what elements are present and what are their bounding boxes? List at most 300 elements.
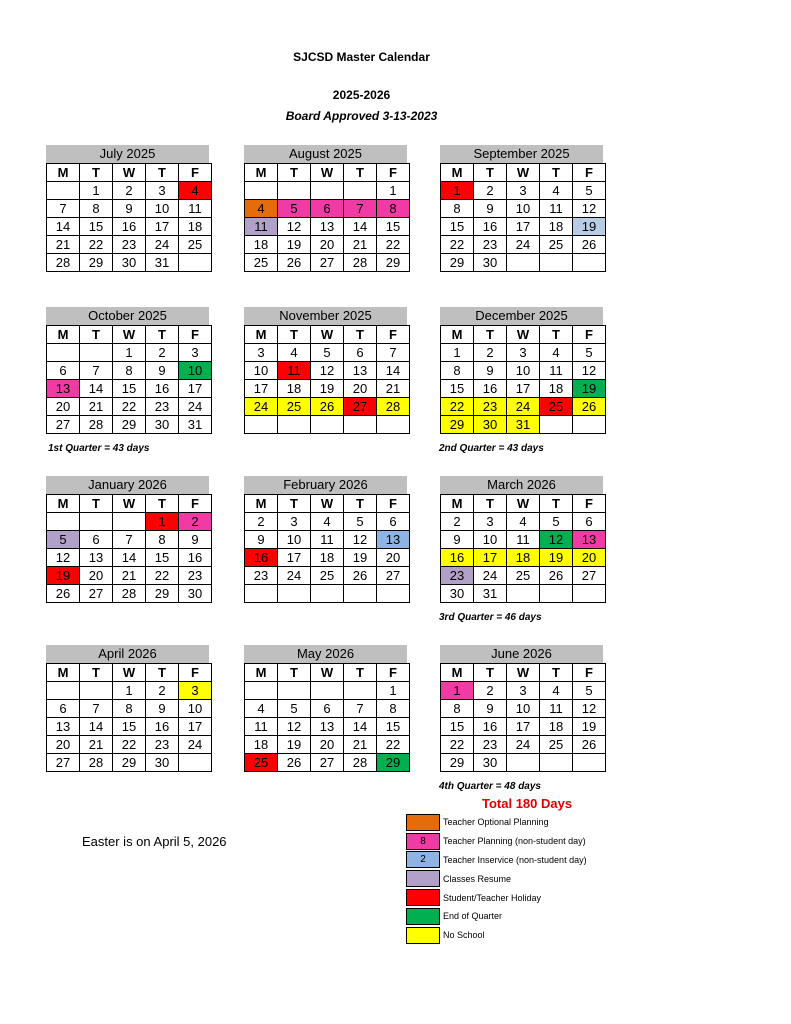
empty-day-cell [540, 254, 573, 272]
day-cell: 29 [80, 254, 113, 272]
week-row [245, 531, 410, 549]
day-cell: 5 [540, 513, 573, 531]
month-title: November 2025 [244, 307, 407, 325]
weekday-label: T [146, 664, 179, 682]
empty-day-cell [311, 182, 344, 200]
day-cell: 12 [573, 200, 606, 218]
weekday-label: F [573, 326, 606, 344]
day-cell: 21 [113, 567, 146, 585]
day-cell: 9 [113, 200, 146, 218]
week-row [47, 254, 212, 272]
week-row [47, 362, 212, 380]
week-row [245, 362, 410, 380]
day-cell: 12 [573, 700, 606, 718]
day-cell: 2 [113, 182, 146, 200]
day-cell: 23 [179, 567, 212, 585]
empty-day-cell [80, 344, 113, 362]
day-cell: 3 [146, 182, 179, 200]
day-cell: 16 [474, 380, 507, 398]
day-cell: 19 [573, 718, 606, 736]
day-cell: 13 [377, 531, 410, 549]
legend-label: No School [443, 930, 485, 941]
day-cell: 31 [146, 254, 179, 272]
day-cell: 11 [311, 531, 344, 549]
weekday-label: F [377, 326, 410, 344]
day-cell: 7 [47, 200, 80, 218]
empty-day-cell [47, 344, 80, 362]
day-cell: 23 [441, 567, 474, 585]
day-cell: 6 [377, 513, 410, 531]
weekday-label: T [344, 326, 377, 344]
day-cell: 8 [113, 700, 146, 718]
day-cell: 9 [441, 531, 474, 549]
weekday-label: W [311, 326, 344, 344]
day-cell: 14 [80, 380, 113, 398]
day-cell: 15 [377, 218, 410, 236]
week-row [47, 200, 212, 218]
day-cell: 1 [146, 513, 179, 531]
day-cell: 21 [80, 398, 113, 416]
day-cell: 12 [540, 531, 573, 549]
day-cell: 16 [441, 549, 474, 567]
day-cell: 25 [179, 236, 212, 254]
day-cell: 8 [146, 531, 179, 549]
week-row [47, 585, 212, 603]
day-cell: 4 [245, 700, 278, 718]
day-cell: 5 [573, 682, 606, 700]
quarter-1-note: 1st Quarter = 43 days [48, 443, 150, 454]
legend-item [406, 851, 587, 870]
easter-note: Easter is on April 5, 2026 [82, 834, 227, 849]
weekday-header-row [47, 495, 212, 513]
day-cell: 3 [474, 513, 507, 531]
week-row [441, 531, 606, 549]
month-calendar [244, 307, 407, 434]
day-cell: 26 [278, 254, 311, 272]
quarter-3-note: 3rd Quarter = 46 days [439, 612, 542, 623]
day-cell: 21 [377, 380, 410, 398]
week-row [47, 236, 212, 254]
day-cell: 25 [540, 736, 573, 754]
day-cell: 9 [474, 200, 507, 218]
day-cell: 2 [441, 513, 474, 531]
day-cell: 28 [113, 585, 146, 603]
day-cell: 20 [47, 398, 80, 416]
day-cell: 2 [474, 182, 507, 200]
day-cell: 8 [377, 700, 410, 718]
day-cell: 2 [179, 513, 212, 531]
legend-label: Student/Teacher Holiday [443, 892, 542, 903]
day-cell: 14 [344, 718, 377, 736]
day-cell: 16 [474, 718, 507, 736]
day-cell: 20 [311, 236, 344, 254]
day-cell: 27 [573, 567, 606, 585]
day-cell: 17 [179, 380, 212, 398]
weekday-label: F [179, 664, 212, 682]
day-cell: 24 [507, 236, 540, 254]
month-grid [46, 163, 212, 272]
day-cell: 19 [47, 567, 80, 585]
day-cell: 17 [474, 549, 507, 567]
day-cell: 6 [47, 700, 80, 718]
month-title: March 2026 [440, 476, 603, 494]
day-cell: 11 [540, 362, 573, 380]
empty-day-cell [245, 585, 278, 603]
week-row [245, 218, 410, 236]
week-row [245, 736, 410, 754]
week-row [47, 182, 212, 200]
empty-day-cell [507, 754, 540, 772]
weekday-label: T [80, 495, 113, 513]
day-cell: 3 [179, 682, 212, 700]
day-cell: 9 [474, 700, 507, 718]
day-cell: 23 [245, 567, 278, 585]
week-row [47, 682, 212, 700]
day-cell: 28 [344, 254, 377, 272]
empty-day-cell [278, 585, 311, 603]
day-cell: 1 [377, 182, 410, 200]
legend-item [406, 813, 587, 832]
month-grid [440, 163, 606, 272]
month-grid [46, 494, 212, 603]
day-cell: 14 [344, 218, 377, 236]
weekday-label: T [146, 495, 179, 513]
day-cell: 29 [113, 754, 146, 772]
day-cell: 11 [507, 531, 540, 549]
day-cell: 4 [540, 182, 573, 200]
day-cell: 26 [573, 398, 606, 416]
day-cell: 12 [311, 362, 344, 380]
week-row [245, 344, 410, 362]
day-cell: 15 [146, 549, 179, 567]
weekday-label: T [474, 164, 507, 182]
day-cell: 20 [377, 549, 410, 567]
day-cell: 7 [377, 344, 410, 362]
day-cell: 28 [80, 416, 113, 434]
day-cell: 11 [278, 362, 311, 380]
day-cell: 2 [474, 344, 507, 362]
day-cell: 15 [441, 380, 474, 398]
day-cell: 10 [179, 362, 212, 380]
day-cell: 24 [278, 567, 311, 585]
month-calendar [440, 307, 603, 434]
day-cell: 4 [311, 513, 344, 531]
day-cell: 20 [573, 549, 606, 567]
day-cell: 16 [245, 549, 278, 567]
school-year: 2025-2026 [332, 88, 391, 102]
day-cell: 17 [278, 549, 311, 567]
day-cell: 10 [146, 200, 179, 218]
day-cell: 11 [179, 200, 212, 218]
day-cell: 19 [344, 549, 377, 567]
day-cell: 30 [474, 754, 507, 772]
day-cell: 19 [311, 380, 344, 398]
weekday-label: T [146, 326, 179, 344]
day-cell: 5 [311, 344, 344, 362]
empty-day-cell [80, 513, 113, 531]
day-cell: 29 [441, 254, 474, 272]
day-cell: 19 [573, 218, 606, 236]
legend-swatch: 2 [406, 851, 440, 868]
week-row [441, 736, 606, 754]
week-row [441, 218, 606, 236]
day-cell: 8 [113, 362, 146, 380]
day-cell: 7 [80, 700, 113, 718]
day-cell: 30 [474, 254, 507, 272]
weekday-label: F [377, 164, 410, 182]
day-cell: 29 [377, 754, 410, 772]
day-cell: 21 [344, 736, 377, 754]
day-cell: 24 [179, 398, 212, 416]
day-cell: 30 [146, 754, 179, 772]
day-cell: 14 [113, 549, 146, 567]
empty-day-cell [344, 585, 377, 603]
week-row [245, 254, 410, 272]
day-cell: 18 [179, 218, 212, 236]
day-cell: 10 [179, 700, 212, 718]
weekday-label: M [245, 495, 278, 513]
week-row [245, 682, 410, 700]
weekday-label: F [573, 495, 606, 513]
week-row [47, 718, 212, 736]
day-cell: 25 [540, 236, 573, 254]
legend-swatch [406, 908, 440, 925]
day-cell: 1 [113, 344, 146, 362]
legend-label: Teacher Inservice (non-student day) [443, 854, 587, 865]
day-cell: 12 [573, 362, 606, 380]
day-cell: 11 [245, 218, 278, 236]
month-calendar [244, 145, 407, 272]
day-cell: 10 [278, 531, 311, 549]
week-row [47, 344, 212, 362]
legend-item [406, 926, 587, 945]
week-row [47, 549, 212, 567]
week-row [441, 567, 606, 585]
day-cell: 19 [278, 736, 311, 754]
weekday-label: T [278, 164, 311, 182]
weekday-label: T [474, 495, 507, 513]
empty-day-cell [573, 254, 606, 272]
week-row [47, 736, 212, 754]
week-row [47, 416, 212, 434]
weekday-label: M [245, 664, 278, 682]
month-calendar [440, 645, 603, 772]
day-cell: 12 [278, 218, 311, 236]
month-grid [46, 325, 212, 434]
day-cell: 5 [278, 200, 311, 218]
month-title: April 2026 [46, 645, 209, 663]
day-cell: 26 [278, 754, 311, 772]
week-row [441, 700, 606, 718]
day-cell: 18 [540, 218, 573, 236]
weekday-label: M [441, 664, 474, 682]
weekday-header-row [47, 664, 212, 682]
empty-day-cell [507, 585, 540, 603]
month-title: February 2026 [244, 476, 407, 494]
legend-swatch [406, 814, 440, 831]
empty-day-cell [377, 585, 410, 603]
weekday-label: F [573, 164, 606, 182]
month-title: October 2025 [46, 307, 209, 325]
week-row [47, 513, 212, 531]
quarter-2-note: 2nd Quarter = 43 days [439, 443, 544, 454]
weekday-label: T [278, 664, 311, 682]
empty-day-cell [573, 585, 606, 603]
day-cell: 20 [80, 567, 113, 585]
empty-day-cell [573, 416, 606, 434]
empty-day-cell [311, 682, 344, 700]
day-cell: 13 [344, 362, 377, 380]
week-row [47, 700, 212, 718]
empty-day-cell [47, 682, 80, 700]
legend-item [406, 888, 587, 907]
day-cell: 28 [47, 254, 80, 272]
empty-day-cell [80, 682, 113, 700]
week-row [441, 182, 606, 200]
day-cell: 28 [377, 398, 410, 416]
day-cell: 2 [245, 513, 278, 531]
day-cell: 31 [474, 585, 507, 603]
weekday-label: T [474, 326, 507, 344]
empty-day-cell [311, 585, 344, 603]
legend-label: End of Quarter [443, 911, 503, 922]
month-calendar [244, 645, 407, 772]
legend-label: Teacher Planning (non-student day) [443, 836, 586, 847]
weekday-label: T [80, 326, 113, 344]
day-cell: 5 [278, 700, 311, 718]
weekday-label: F [179, 326, 212, 344]
day-cell: 13 [573, 531, 606, 549]
day-cell: 2 [474, 682, 507, 700]
day-cell: 28 [80, 754, 113, 772]
weekday-label: M [47, 164, 80, 182]
weekday-label: T [540, 495, 573, 513]
week-row [441, 344, 606, 362]
month-title: September 2025 [440, 145, 603, 163]
week-row [245, 513, 410, 531]
approval-note: Board Approved 3-13-2023 [285, 109, 438, 123]
day-cell: 20 [311, 736, 344, 754]
day-cell: 15 [113, 718, 146, 736]
day-cell: 9 [146, 362, 179, 380]
week-row [245, 182, 410, 200]
legend-label: Classes Resume [443, 873, 512, 884]
weekday-label: T [540, 326, 573, 344]
week-row [47, 218, 212, 236]
day-cell: 13 [47, 380, 80, 398]
day-cell: 27 [80, 585, 113, 603]
day-cell: 1 [377, 682, 410, 700]
empty-day-cell [344, 682, 377, 700]
day-cell: 24 [507, 736, 540, 754]
month-title: July 2025 [46, 145, 209, 163]
day-cell: 23 [146, 398, 179, 416]
legend [406, 813, 587, 945]
month-grid [46, 663, 212, 772]
day-cell: 9 [474, 362, 507, 380]
day-cell: 16 [113, 218, 146, 236]
day-cell: 26 [344, 567, 377, 585]
quarter-4-note: 4th Quarter = 48 days [439, 781, 541, 792]
week-row [245, 585, 410, 603]
day-cell: 17 [146, 218, 179, 236]
day-cell: 18 [540, 718, 573, 736]
empty-day-cell [113, 513, 146, 531]
weekday-header-row [47, 164, 212, 182]
weekday-header-row [441, 664, 606, 682]
day-cell: 18 [278, 380, 311, 398]
empty-day-cell [179, 754, 212, 772]
empty-day-cell [540, 416, 573, 434]
day-cell: 23 [474, 236, 507, 254]
day-cell: 22 [441, 736, 474, 754]
weekday-label: T [474, 664, 507, 682]
weekday-label: T [344, 164, 377, 182]
week-row [245, 549, 410, 567]
day-cell: 2 [146, 344, 179, 362]
weekday-label: W [507, 664, 540, 682]
day-cell: 10 [507, 200, 540, 218]
empty-day-cell [278, 682, 311, 700]
empty-day-cell [311, 416, 344, 434]
legend-swatch [406, 927, 440, 944]
day-cell: 24 [179, 736, 212, 754]
month-calendar [46, 307, 209, 434]
day-cell: 7 [344, 200, 377, 218]
empty-day-cell [245, 682, 278, 700]
weekday-label: M [245, 326, 278, 344]
day-cell: 29 [441, 754, 474, 772]
weekday-label: W [507, 326, 540, 344]
week-row [245, 700, 410, 718]
day-cell: 25 [278, 398, 311, 416]
day-cell: 1 [80, 182, 113, 200]
legend-item [406, 869, 587, 888]
day-cell: 2 [146, 682, 179, 700]
weekday-label: M [441, 326, 474, 344]
month-calendar [440, 476, 603, 603]
day-cell: 24 [474, 567, 507, 585]
weekday-label: W [311, 495, 344, 513]
week-row [441, 236, 606, 254]
day-cell: 15 [113, 380, 146, 398]
day-cell: 30 [113, 254, 146, 272]
day-cell: 25 [245, 254, 278, 272]
day-cell: 29 [146, 585, 179, 603]
day-cell: 16 [146, 718, 179, 736]
day-cell: 18 [245, 236, 278, 254]
day-cell: 22 [113, 398, 146, 416]
day-cell: 9 [179, 531, 212, 549]
day-cell: 15 [441, 218, 474, 236]
day-cell: 22 [377, 236, 410, 254]
day-cell: 26 [540, 567, 573, 585]
weekday-label: W [113, 164, 146, 182]
day-cell: 21 [47, 236, 80, 254]
weekday-label: T [80, 164, 113, 182]
day-cell: 22 [377, 736, 410, 754]
day-cell: 30 [474, 416, 507, 434]
day-cell: 3 [507, 344, 540, 362]
day-cell: 31 [507, 416, 540, 434]
weekday-header-row [441, 326, 606, 344]
day-cell: 27 [311, 254, 344, 272]
week-row [441, 585, 606, 603]
month-title: May 2026 [244, 645, 407, 663]
day-cell: 8 [80, 200, 113, 218]
empty-day-cell [507, 254, 540, 272]
day-cell: 15 [80, 218, 113, 236]
